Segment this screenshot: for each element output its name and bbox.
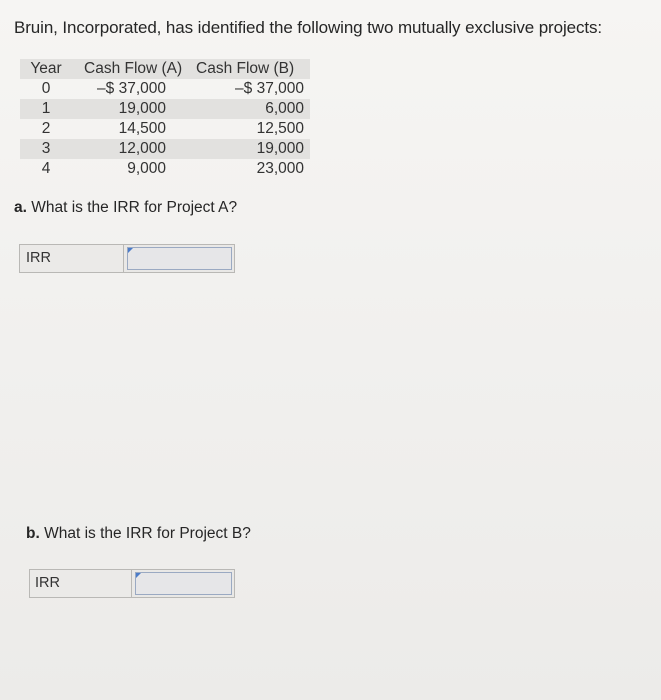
- cell-cash-flow-b: 19,000: [192, 139, 310, 159]
- problem-statement: Bruin, Incorporated, has identified the following two mutually exclusive projects:: [14, 18, 603, 37]
- cell-year: 0: [41, 80, 51, 97]
- cell-cash-flow-a: 14,500: [118, 120, 166, 137]
- cell-year: 2: [41, 120, 51, 137]
- question-b-prefix: b.: [26, 525, 40, 542]
- cash-flow-table: [20, 59, 310, 179]
- header-year: Year: [20, 59, 72, 79]
- table-row: [20, 79, 310, 99]
- answer-row-b: [29, 569, 235, 598]
- table-row: [20, 159, 310, 179]
- question-a: [14, 199, 237, 217]
- cell-year: 1: [20, 99, 72, 119]
- input-flag-icon: [128, 248, 133, 253]
- cell-cash-flow-a: 12,000: [72, 139, 192, 159]
- question-a-text: What is the IRR for Project A?: [26, 199, 238, 216]
- cell-cash-flow-a: 19,000: [72, 99, 192, 119]
- header-cash-flow-a: Cash Flow (A): [72, 59, 192, 79]
- table-row: [20, 139, 310, 159]
- irr-input-b[interactable]: [136, 573, 231, 594]
- irr-label-b: IRR: [30, 570, 132, 597]
- question-b: [26, 525, 251, 543]
- cell-year: 3: [20, 139, 72, 159]
- cell-cash-flow-b: 12,500: [256, 120, 304, 137]
- irr-input-box-a[interactable]: [127, 247, 232, 270]
- question-b-text: What is the IRR for Project B?: [39, 525, 251, 542]
- table-header-row: [20, 59, 310, 79]
- question-a-prefix: a.: [14, 199, 27, 216]
- irr-input-box-b[interactable]: [135, 572, 232, 595]
- table-row: [20, 119, 310, 139]
- irr-label-a: IRR: [20, 245, 124, 272]
- cell-cash-flow-b: 23,000: [256, 160, 304, 177]
- irr-input-a[interactable]: [128, 248, 231, 269]
- table-row: [20, 99, 310, 119]
- answer-row-a: [19, 244, 235, 273]
- cell-cash-flow-b: 6,000: [192, 99, 310, 119]
- header-cash-flow-b: Cash Flow (B): [192, 59, 310, 79]
- cell-cash-flow-a: –$ 37,000: [97, 80, 166, 97]
- cell-year: 4: [41, 160, 51, 177]
- cell-cash-flow-a: 9,000: [127, 160, 166, 177]
- cell-cash-flow-b: –$ 37,000: [235, 80, 304, 97]
- input-flag-icon: [136, 573, 141, 578]
